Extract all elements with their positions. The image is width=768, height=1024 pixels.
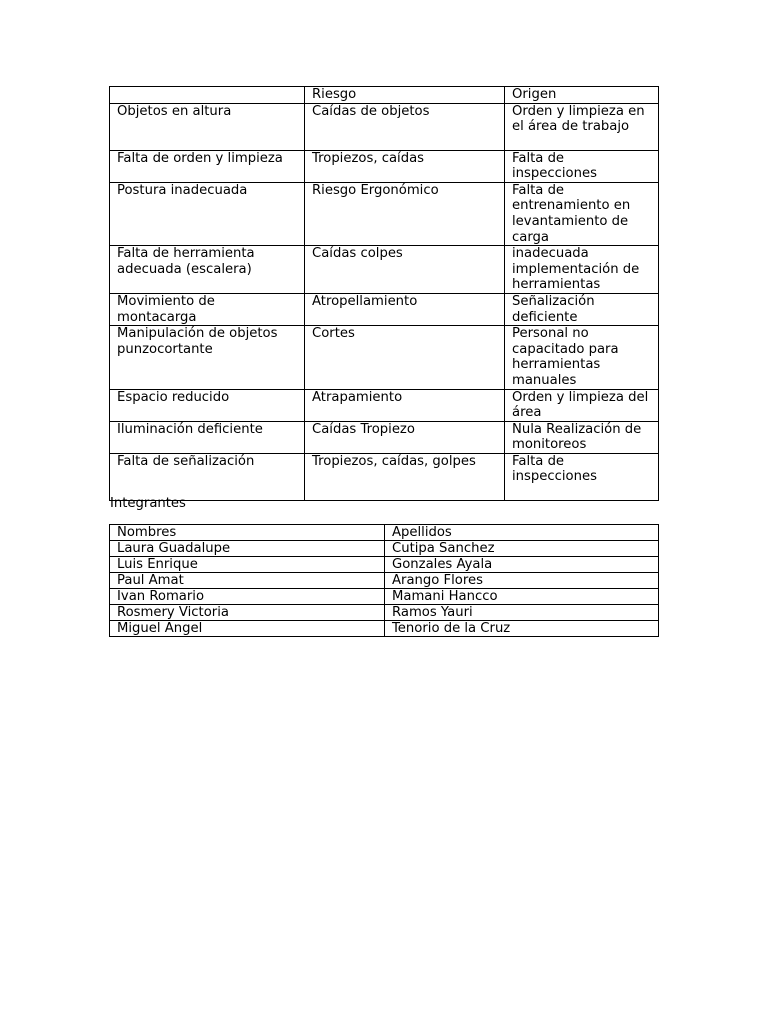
origen-cell: Orden y limpieza en el área de trabajo bbox=[505, 103, 659, 150]
risk-header-factor bbox=[110, 87, 305, 104]
table-row bbox=[110, 389, 659, 421]
riesgo-cell: Caídas de objetos bbox=[305, 103, 505, 150]
nombres-cell: Ivan Romario bbox=[110, 589, 385, 605]
riesgo-cell: Atropellamiento bbox=[305, 293, 505, 325]
table-row bbox=[110, 246, 659, 294]
factor-cell: Falta de señalización bbox=[110, 453, 305, 500]
nombres-cell: Luis Enrique bbox=[110, 557, 385, 573]
apellidos-cell: Gonzales Ayala bbox=[385, 557, 659, 573]
table-row bbox=[110, 557, 659, 573]
apellidos-cell: Tenorio de la Cruz bbox=[385, 621, 659, 637]
origen-cell: Nula Realización de monitoreos bbox=[505, 421, 659, 453]
apellidos-cell: Arango Flores bbox=[385, 573, 659, 589]
members-table bbox=[109, 524, 659, 637]
table-row bbox=[110, 605, 659, 621]
origen-cell: Señalización deficiente bbox=[505, 293, 659, 325]
table-row bbox=[110, 150, 659, 182]
risk-header-origen: Origen bbox=[505, 87, 659, 104]
riesgo-cell: Tropiezos, caídas, golpes bbox=[305, 453, 505, 500]
table-row bbox=[110, 453, 659, 500]
nombres-cell: Miguel Angel bbox=[110, 621, 385, 637]
origen-cell: Personal no capacitado para herramientas manuales bbox=[505, 326, 659, 389]
table-row bbox=[110, 421, 659, 453]
origen-cell: Falta de entrenamiento en levantamiento de carga bbox=[505, 182, 659, 245]
riesgo-cell: Cortes bbox=[305, 326, 505, 389]
risk-table bbox=[109, 86, 659, 501]
factor-cell: Falta de orden y limpieza bbox=[110, 150, 305, 182]
factor-cell: Espacio reducido bbox=[110, 389, 305, 421]
table-row bbox=[110, 293, 659, 325]
nombres-cell: Laura Guadalupe bbox=[110, 541, 385, 557]
members-header-apellidos: Apellidos bbox=[385, 525, 659, 541]
riesgo-cell: Caídas colpes bbox=[305, 246, 505, 294]
apellidos-cell: Mamani Hancco bbox=[385, 589, 659, 605]
nombres-cell: Paul Amat bbox=[110, 573, 385, 589]
nombres-cell: Rosmery Victoria bbox=[110, 605, 385, 621]
table-row bbox=[110, 103, 659, 150]
origen-cell: Falta de inspecciones bbox=[505, 150, 659, 182]
riesgo-cell: Riesgo Ergonómico bbox=[305, 182, 505, 245]
factor-cell: Iluminación deficiente bbox=[110, 421, 305, 453]
table-row bbox=[110, 326, 659, 389]
origen-cell: Orden y limpieza del área bbox=[505, 389, 659, 421]
risk-header-riesgo: Riesgo bbox=[305, 87, 505, 104]
apellidos-cell: Cutipa Sanchez bbox=[385, 541, 659, 557]
riesgo-cell: Atrapamiento bbox=[305, 389, 505, 421]
table-row bbox=[110, 621, 659, 637]
table-row bbox=[110, 573, 659, 589]
riesgo-cell: Caídas Tropiezo bbox=[305, 421, 505, 453]
table-row bbox=[110, 182, 659, 245]
factor-cell: Manipulación de objetos punzocortante bbox=[110, 326, 305, 389]
risk-table-header-row bbox=[110, 87, 659, 104]
factor-cell: Objetos en altura bbox=[110, 103, 305, 150]
origen-cell: Falta de inspecciones bbox=[505, 453, 659, 500]
members-table-header-row bbox=[110, 525, 659, 541]
table-row bbox=[110, 541, 659, 557]
members-section-label: Integrantes bbox=[110, 496, 186, 511]
members-header-nombres: Nombres bbox=[110, 525, 385, 541]
riesgo-cell: Tropiezos, caídas bbox=[305, 150, 505, 182]
factor-cell: Falta de herramienta adecuada (escalera) bbox=[110, 246, 305, 294]
factor-cell: Movimiento de montacarga bbox=[110, 293, 305, 325]
origen-cell: inadecuada implementación de herramientas bbox=[505, 246, 659, 294]
factor-cell: Postura inadecuada bbox=[110, 182, 305, 245]
table-row bbox=[110, 589, 659, 605]
apellidos-cell: Ramos Yauri bbox=[385, 605, 659, 621]
